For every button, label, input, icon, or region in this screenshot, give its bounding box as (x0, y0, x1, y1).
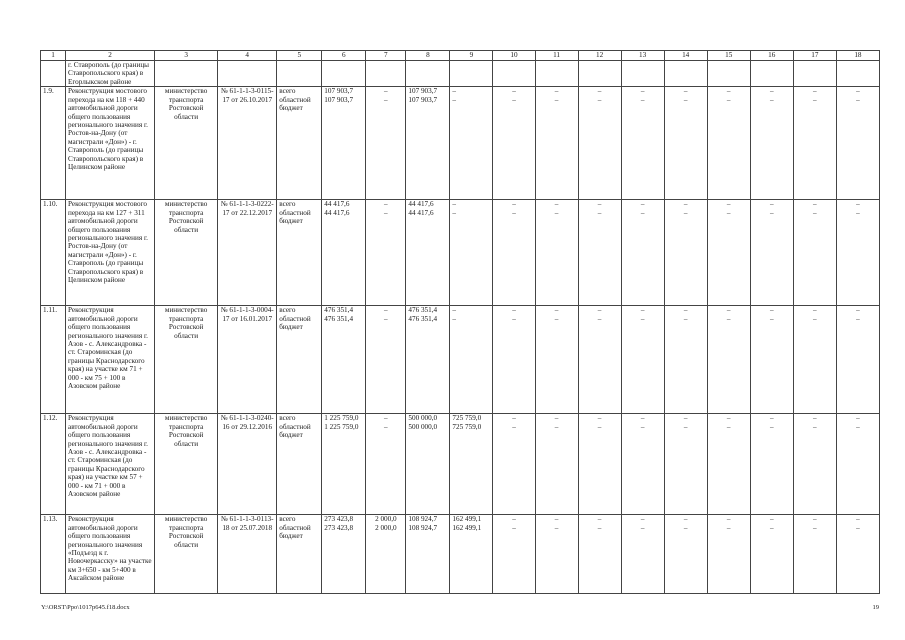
funding-source-line: всего (279, 306, 296, 315)
year-amount-col18-line: – (856, 95, 860, 104)
year-amount-col9-line: – (452, 306, 457, 315)
year-amount-col7-line: – (384, 306, 388, 315)
project-name: Реконструкция автомобильной дороги общего пользования регионального значения «Подъезд к г. Новочеркасску» на участке км 3+650 - км 5+400 в Аксайском районе (66, 515, 155, 594)
year-amount-col15-line: – (726, 87, 731, 96)
year-amount-col12 (578, 515, 621, 594)
year-amount-col18 (836, 414, 879, 515)
year-amount-col11-line: – (554, 95, 559, 104)
year-amount-col10 (493, 515, 535, 594)
column-number: 5 (277, 51, 322, 61)
year-amount-col12 (578, 200, 621, 306)
year-amount-col17-line: – (813, 95, 817, 104)
funding-source-line: всего (279, 87, 296, 96)
year-amount-col17-line: – (813, 306, 817, 315)
column-number: 8 (406, 51, 450, 61)
year-amount-col8-line: 500 000,0 (408, 422, 438, 431)
year-amount-col11 (535, 414, 578, 515)
total-amount-line: 273 423,8 (324, 515, 354, 524)
year-amount-col15-line: – (726, 523, 731, 532)
year-amount-col14 (664, 200, 707, 306)
funding-source-line: областной бюджет (279, 314, 311, 332)
year-amount-col10-line: – (512, 422, 516, 431)
continued-row (41, 61, 880, 87)
year-amount-col11 (535, 306, 578, 414)
year-amount-col8-line: 476 351,4 (408, 314, 438, 323)
year-amount-col9-line: 725 759,0 (452, 414, 482, 423)
year-amount-col14-line: – (683, 208, 688, 217)
year-amount-col18 (836, 200, 879, 306)
column-number: 17 (793, 51, 836, 61)
year-amount-col7-line: – (384, 314, 388, 323)
funding-source-line: всего (279, 515, 296, 524)
year-amount-col17-line: – (813, 515, 817, 524)
document-cell: № 61-1-1-3-0222-17 от 22.12.2017 (218, 200, 277, 306)
continued-text: г. Ставрополь (до границы Ставропольского края) в Егорлыкском районе (66, 61, 155, 87)
year-amount-col11 (535, 515, 578, 594)
year-amount-col7 (366, 200, 406, 306)
year-amount-col7 (366, 414, 406, 515)
year-amount-col18-line: – (856, 523, 860, 532)
year-amount-col14-line: – (683, 422, 688, 431)
column-number: 11 (535, 51, 578, 61)
year-amount-col7-line: – (384, 208, 388, 217)
total-amount-line: 1 225 759,0 (324, 422, 359, 431)
year-amount-col8-line: 107 903,7 (408, 87, 438, 96)
year-amount-col11 (535, 87, 578, 200)
total-amount-line: 44 417,6 (324, 208, 350, 217)
total-amount-line: 476 351,4 (324, 306, 354, 315)
year-amount-col15-line: – (726, 414, 731, 423)
funding-source-line: всего (279, 200, 296, 209)
project-name: Реконструкция мостового перехода на км 118 + 440 автомобильной дороги общего пользования регионального значения г. Ростов-на-Дону (от магистрали «Дон») - г. Ставрополь (до границы Ставропольского края) в Целинском районе (66, 87, 155, 200)
funding-source (277, 200, 322, 306)
year-amount-col16-line: – (769, 515, 774, 524)
column-number: 4 (218, 51, 277, 61)
year-amount-col13-line: – (640, 422, 645, 431)
year-amount-col10 (493, 414, 535, 515)
column-number: 15 (707, 51, 750, 61)
column-number: 10 (493, 51, 535, 61)
year-amount-col10-line: – (512, 414, 516, 423)
funding-source-line: областной бюджет (279, 208, 311, 226)
total-amount-line: 107 903,7 (324, 95, 354, 104)
total-amount (322, 200, 366, 306)
year-amount-col15-line: – (726, 314, 731, 323)
budget-table (40, 50, 880, 594)
year-amount-col11 (535, 200, 578, 306)
year-amount-col9-line: – (452, 95, 457, 104)
year-amount-col7-line: – (384, 422, 388, 431)
year-amount-col17-line: – (813, 523, 817, 532)
year-amount-col11-line: – (554, 87, 559, 96)
year-amount-col17-line: – (813, 414, 817, 423)
column-number: 2 (66, 51, 155, 61)
column-number: 3 (155, 51, 218, 61)
year-amount-col14-line: – (683, 414, 688, 423)
year-amount-col8-line: 476 351,4 (408, 306, 438, 315)
year-amount-col10-line: – (512, 523, 516, 532)
column-number: 13 (621, 51, 664, 61)
funding-source-line: областной бюджет (279, 523, 311, 541)
funding-source (277, 414, 322, 515)
year-amount-col7-line: 2 000,0 (375, 523, 397, 532)
year-amount-col15 (707, 414, 750, 515)
year-amount-col7 (366, 87, 406, 200)
year-amount-col15-line: – (726, 306, 731, 315)
year-amount-col9 (450, 200, 493, 306)
total-amount-line: 1 225 759,0 (324, 414, 359, 423)
row-number: 1.11. (41, 306, 66, 414)
project-name: Реконструкция мостового перехода на км 127 + 311 автомобильной дороги общего пользования регионального значения г. Ростов-на-Дону (от магистрали «Дон») - г. Ставрополь (до границы Ставропольского края) в Целинском районе (66, 200, 155, 306)
year-amount-col7 (366, 306, 406, 414)
year-amount-col14-line: – (683, 314, 688, 323)
year-amount-col16-line: – (769, 306, 774, 315)
year-amount-col17 (793, 515, 836, 594)
year-amount-col11-line: – (554, 306, 559, 315)
year-amount-col13-line: – (640, 523, 645, 532)
year-amount-col9 (450, 306, 493, 414)
year-amount-col13-line: – (640, 95, 645, 104)
table-row (41, 87, 880, 200)
row-number: 1.10. (41, 200, 66, 306)
year-amount-col17 (793, 200, 836, 306)
year-amount-col13-line: – (640, 515, 645, 524)
year-amount-col12-line: – (597, 523, 602, 532)
year-amount-col16 (750, 306, 793, 414)
project-name: Реконструкция автомобильной дороги общего пользования регионального значения г. Азов - с. Александровка - ст. Староминская (до границы Краснодарского края) на участке км 57 + 000 - км 71 + 000 в Азовском районе (66, 414, 155, 515)
column-number: 6 (322, 51, 366, 61)
row-number: 1.9. (41, 87, 66, 200)
year-amount-col12 (578, 87, 621, 200)
row-number: 1.13. (41, 515, 66, 594)
year-amount-col9-line: 725 759,0 (452, 422, 482, 431)
year-amount-col12-line: – (597, 87, 602, 96)
year-amount-col10-line: – (512, 200, 516, 209)
year-amount-col15 (707, 515, 750, 594)
year-amount-col14-line: – (683, 200, 688, 209)
year-amount-col16-line: – (769, 314, 774, 323)
year-amount-col7-line: 2 000,0 (375, 515, 397, 524)
year-amount-col12 (578, 414, 621, 515)
year-amount-col8-line: 108 924,7 (408, 523, 438, 532)
table-row (41, 414, 880, 515)
year-amount-col16-line: – (769, 208, 774, 217)
year-amount-col9-line: – (452, 208, 457, 217)
year-amount-col16 (750, 515, 793, 594)
year-amount-col7-line: – (384, 87, 388, 96)
year-amount-col18-line: – (856, 208, 860, 217)
year-amount-col8-line: 107 903,7 (408, 95, 438, 104)
year-amount-col10-line: – (512, 95, 516, 104)
funding-source (277, 515, 322, 594)
year-amount-col16 (750, 414, 793, 515)
year-amount-col15 (707, 306, 750, 414)
table-row (41, 515, 880, 594)
year-amount-col9 (450, 87, 493, 200)
year-amount-col13-line: – (640, 306, 645, 315)
year-amount-col12-line: – (597, 95, 602, 104)
year-amount-col8-line: 44 417,6 (408, 200, 434, 209)
total-amount (322, 414, 366, 515)
year-amount-col8-line: 108 924,7 (408, 515, 438, 524)
year-amount-col17-line: – (813, 314, 817, 323)
year-amount-col17-line: – (813, 208, 817, 217)
year-amount-col17-line: – (813, 200, 817, 209)
document-cell: № 61-1-1-3-0240-16 от 29.12.2016 (218, 414, 277, 515)
funding-source (277, 87, 322, 200)
customer-cell: министерство транспорта Ростовской области (155, 306, 218, 414)
year-amount-col11-line: – (554, 200, 559, 209)
year-amount-col18 (836, 306, 879, 414)
year-amount-col13 (621, 200, 664, 306)
year-amount-col13-line: – (640, 208, 645, 217)
column-number: 18 (836, 51, 879, 61)
year-amount-col8-line: 500 000,0 (408, 414, 438, 423)
year-amount-col9 (450, 515, 493, 594)
year-amount-col8 (406, 414, 450, 515)
table-row (41, 306, 880, 414)
year-amount-col16-line: – (769, 200, 774, 209)
year-amount-col16-line: – (769, 414, 774, 423)
footer-file-path: Y:\ORST\Ppo\1017p645.f18.docx (41, 604, 130, 611)
year-amount-col16 (750, 87, 793, 200)
year-amount-col16 (750, 200, 793, 306)
year-amount-col18 (836, 515, 879, 594)
year-amount-col17-line: – (813, 87, 817, 96)
total-amount-line: 107 903,7 (324, 87, 354, 96)
year-amount-col13-line: – (640, 314, 645, 323)
year-amount-col9-line: – (452, 87, 457, 96)
document-cell: № 61-1-1-3-0115-17 от 26.10.2017 (218, 87, 277, 200)
year-amount-col7-line: – (384, 414, 388, 423)
year-amount-col16-line: – (769, 422, 774, 431)
year-amount-col15-line: – (726, 515, 731, 524)
year-amount-col9-line: – (452, 314, 457, 323)
year-amount-col8 (406, 200, 450, 306)
year-amount-col8 (406, 515, 450, 594)
year-amount-col13-line: – (640, 87, 645, 96)
year-amount-col14-line: – (683, 306, 688, 315)
row-number: 1.12. (41, 414, 66, 515)
year-amount-col16-line: – (769, 523, 774, 532)
year-amount-col11-line: – (554, 414, 559, 423)
year-amount-col7-line: – (384, 95, 388, 104)
year-amount-col9-line: 162 499,1 (452, 515, 482, 524)
year-amount-col10-line: – (512, 515, 516, 524)
year-amount-col14 (664, 515, 707, 594)
column-number: 16 (750, 51, 793, 61)
column-number: 7 (366, 51, 406, 61)
year-amount-col8-line: 44 417,6 (408, 208, 434, 217)
year-amount-col14-line: – (683, 95, 688, 104)
year-amount-col17-line: – (813, 422, 817, 431)
year-amount-col13 (621, 414, 664, 515)
year-amount-col11-line: – (554, 314, 559, 323)
column-number: 12 (578, 51, 621, 61)
customer-cell: министерство транспорта Ростовской области (155, 200, 218, 306)
footer-page-number: 19 (872, 604, 879, 611)
total-amount (322, 515, 366, 594)
total-amount-line: 44 417,6 (324, 200, 350, 209)
total-amount (322, 87, 366, 200)
year-amount-col9-line: – (452, 200, 457, 209)
project-name: Реконструкция автомобильной дороги общего пользования регионального значения г. Азов - с. Александровка - ст. Староминская (до границы Краснодарского края) на участке км 71 + 000 - км 75 + 100 в Азовском районе (66, 306, 155, 414)
year-amount-col13 (621, 306, 664, 414)
year-amount-col13-line: – (640, 414, 645, 423)
year-amount-col10-line: – (512, 208, 516, 217)
year-amount-col18-line: – (856, 515, 860, 524)
year-amount-col18-line: – (856, 414, 860, 423)
total-amount-line: 273 423,8 (324, 523, 354, 532)
year-amount-col10-line: – (512, 314, 516, 323)
table-header-row (41, 51, 880, 61)
column-number: 1 (41, 51, 66, 61)
year-amount-col11-line: – (554, 422, 559, 431)
year-amount-col15-line: – (726, 422, 731, 431)
funding-source-line: областной бюджет (279, 95, 311, 113)
year-amount-col12-line: – (597, 422, 602, 431)
year-amount-col12-line: – (597, 208, 602, 217)
year-amount-col8 (406, 87, 450, 200)
funding-source-line: областной бюджет (279, 422, 311, 440)
year-amount-col10 (493, 200, 535, 306)
year-amount-col13 (621, 515, 664, 594)
customer-cell: министерство транспорта Ростовской области (155, 414, 218, 515)
year-amount-col12-line: – (597, 515, 602, 524)
year-amount-col10 (493, 306, 535, 414)
year-amount-col11-line: – (554, 515, 559, 524)
year-amount-col17 (793, 306, 836, 414)
year-amount-col16-line: – (769, 95, 774, 104)
year-amount-col10 (493, 87, 535, 200)
year-amount-col15-line: – (726, 200, 731, 209)
year-amount-col13-line: – (640, 200, 645, 209)
year-amount-col18-line: – (856, 306, 860, 315)
year-amount-col14 (664, 306, 707, 414)
year-amount-col12-line: – (597, 414, 602, 423)
year-amount-col18-line: – (856, 87, 860, 96)
funding-source-line: всего (279, 414, 296, 423)
table-row (41, 200, 880, 306)
year-amount-col11-line: – (554, 523, 559, 532)
year-amount-col12-line: – (597, 200, 602, 209)
year-amount-col11-line: – (554, 208, 559, 217)
total-amount-line: 476 351,4 (324, 314, 354, 323)
year-amount-col18-line: – (856, 200, 860, 209)
year-amount-col18-line: – (856, 314, 860, 323)
year-amount-col9 (450, 414, 493, 515)
column-number: 14 (664, 51, 707, 61)
year-amount-col10-line: – (512, 306, 516, 315)
year-amount-col15 (707, 200, 750, 306)
year-amount-col12-line: – (597, 306, 602, 315)
year-amount-col14-line: – (683, 515, 688, 524)
year-amount-col7-line: – (384, 200, 388, 209)
document-cell: № 61-1-1-3-0004-17 от 16.01.2017 (218, 306, 277, 414)
year-amount-col12-line: – (597, 314, 602, 323)
customer-cell: министерство транспорта Ростовской области (155, 87, 218, 200)
year-amount-col9-line: 162 499,1 (452, 523, 482, 532)
funding-source (277, 306, 322, 414)
document-cell: № 61-1-1-3-0113-18 от 25.07.2018 (218, 515, 277, 594)
year-amount-col15 (707, 87, 750, 200)
column-number: 9 (450, 51, 493, 61)
total-amount (322, 306, 366, 414)
year-amount-col18 (836, 87, 879, 200)
year-amount-col8 (406, 306, 450, 414)
year-amount-col14-line: – (683, 523, 688, 532)
year-amount-col18-line: – (856, 422, 860, 431)
year-amount-col13 (621, 87, 664, 200)
year-amount-col15-line: – (726, 95, 731, 104)
year-amount-col12 (578, 306, 621, 414)
year-amount-col15-line: – (726, 208, 731, 217)
year-amount-col17 (793, 87, 836, 200)
year-amount-col14-line: – (683, 87, 688, 96)
year-amount-col14 (664, 414, 707, 515)
customer-cell: министерство транспорта Ростовской области (155, 515, 218, 594)
year-amount-col14 (664, 87, 707, 200)
year-amount-col10-line: – (512, 87, 516, 96)
year-amount-col17 (793, 414, 836, 515)
year-amount-col16-line: – (769, 87, 774, 96)
year-amount-col7 (366, 515, 406, 594)
